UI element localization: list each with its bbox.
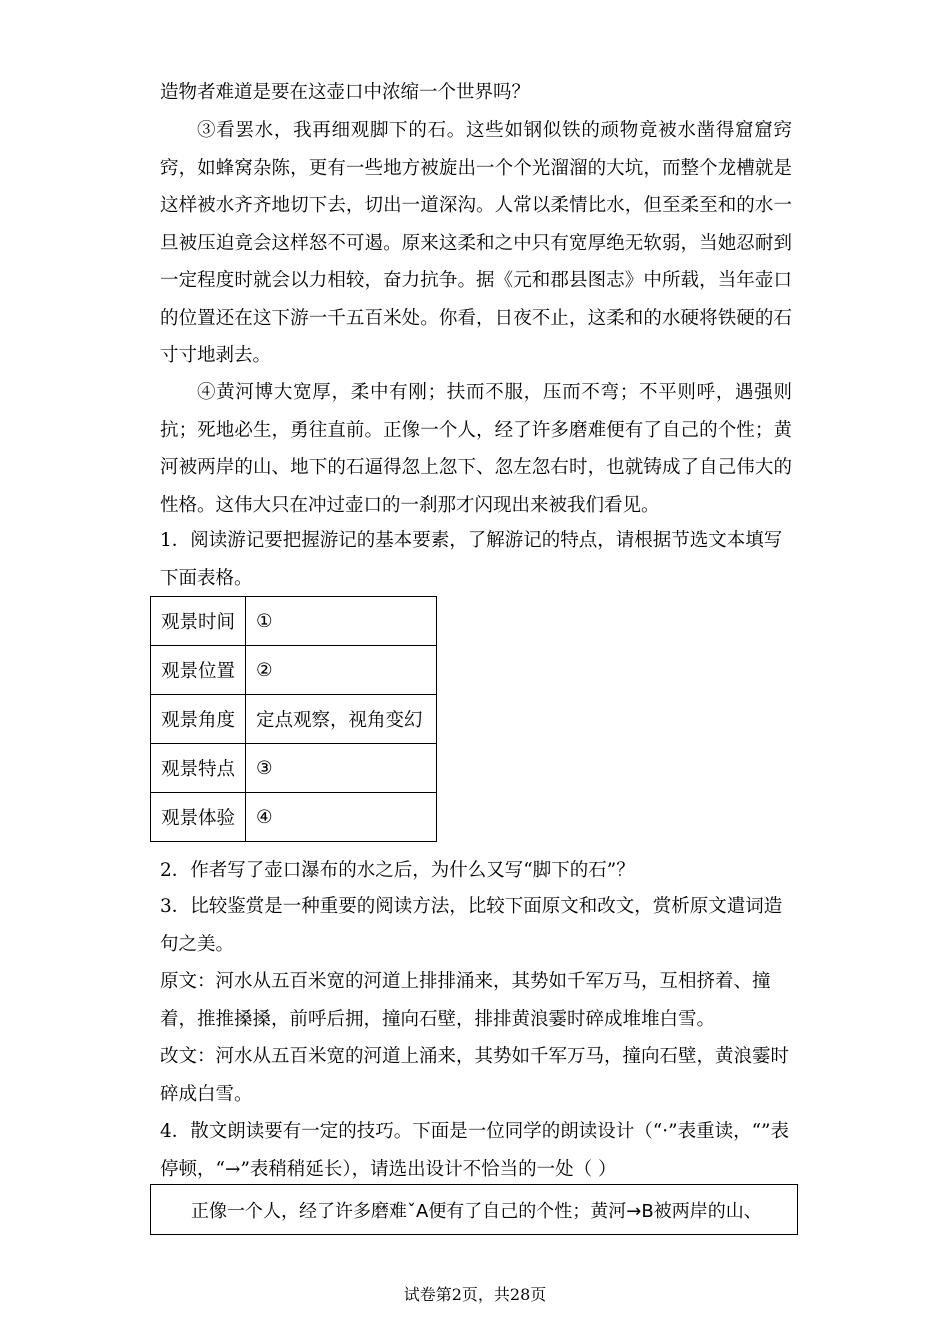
question-3-original: 原文：河水从五百米宽的河道上排排涌来，其势如千军万马，互相挤着、撞着，推推搡搡，前呼后拥，撞向石壁，排排黄浪霎时碎成堆堆白雪。	[160, 971, 771, 1030]
table-row	[151, 597, 437, 646]
table-value: 定点观察，视角变幻	[246, 695, 437, 744]
question-4: 4．散文朗读要有一定的技巧。下面是一位同学的朗读设计（“·”表重读，“”表停顿，“→”表稍稍延长），请选出设计不恰当的一处（ ）	[160, 1121, 789, 1180]
table-row	[151, 744, 437, 793]
table-label: 观景时间	[151, 597, 246, 646]
reading-design-box	[150, 1184, 798, 1235]
table-label: 观景特点	[151, 744, 246, 793]
viewing-table	[150, 596, 437, 842]
table-row	[151, 695, 437, 744]
question-1: 1．阅读游记要把握游记的基本要素，了解游记的特点，请根据节选文本填写下面表格。	[160, 530, 783, 589]
table-label: 观景角度	[151, 695, 246, 744]
table-row	[151, 646, 437, 695]
reading-design-text: 正像一个人，经了许多磨难ˇA便有了自己的个性；黄河→B被两岸的山、	[191, 1201, 762, 1222]
page-footer: 试卷第2页，共28页	[403, 1285, 547, 1304]
table-value: ③	[246, 744, 437, 793]
question-3-revised: 改文：河水从五百米宽的河道上涌来，其势如千军万马，撞向石壁，黄浪霎时碎成白雪。	[160, 1046, 790, 1105]
passage-paragraph-3: ③看罢水，我再细观脚下的石。这些如钢似铁的顽物竟被水凿得窟窟窍窍，如蜂窝杂陈，更有一些地方被旋出一个个光溜溜的大坑，而整个龙槽就是这样被水齐齐地切下去，切出一道深沟。人常以柔情比水，但至柔至和的水一旦被压迫竟会这样怒不可遏。原来这柔和之中只有宽厚绝无软弱，当她忍耐到一定程度时就会以力相较，奋力抗争。据《元和郡县图志》中所载，当年壶口的位置还在这下游一千五百米处。你看，日夜不止，这柔和的水硬将铁硬的石寸寸地剥去。	[160, 120, 792, 366]
table-label: 观景位置	[151, 646, 246, 695]
table-value: ④	[246, 793, 437, 842]
table-row	[151, 793, 437, 842]
table-label: 观景体验	[151, 793, 246, 842]
passage-paragraph-4: ④黄河博大宽厚，柔中有刚；扶而不服，压而不弯；不平则呼，遇强则抗；死地必生，勇往直前。正像一个人，经了许多磨难便有了自己的个性；黄河被两岸的山、地下的石逼得忽上忽下、忽左忽右时，也就铸成了自己伟大的性格。这伟大只在冲过壶口的一刹那才闪现出来被我们看见。	[160, 382, 792, 516]
question-3: 3．比较鉴赏是一种重要的阅读方法，比较下面原文和改文，赏析原文遣词造句之美。	[160, 896, 783, 955]
table-value: ②	[246, 646, 437, 695]
table-value: ①	[246, 597, 437, 646]
passage-line: 造物者难道是要在这壶口中浓缩一个世界吗？	[160, 82, 531, 103]
question-2: 2．作者写了壶口瀑布的水之后，为什么又写“脚下的石”？	[160, 860, 635, 881]
